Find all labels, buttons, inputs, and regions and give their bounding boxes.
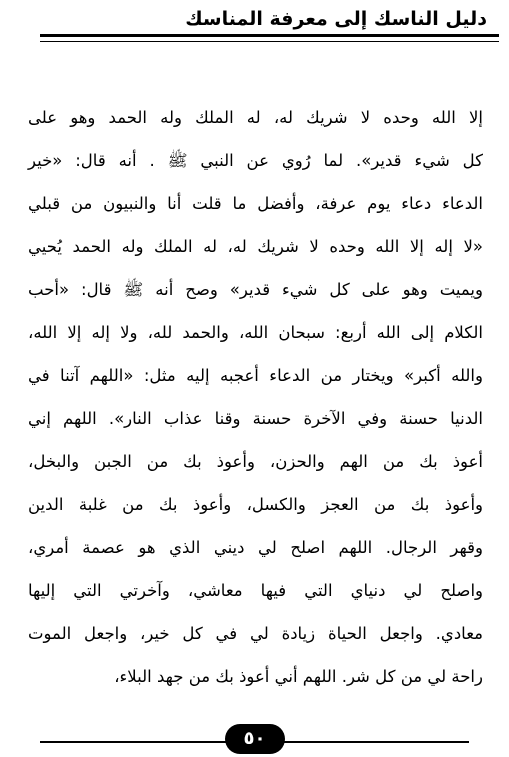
text-line: الدعاء دعاء يوم عرفة، وأفضل ما قلت أنا والنبيون من قبلي [28,194,483,213]
text-line: وأعوذ بك من العجز والكسل، وأعوذ بك من غلبة الدين [28,495,483,514]
text-line: إلا الله وحده لا شريك له، له الملك وله الحمد وهو على [28,108,483,127]
text-line: «لا إله إلا الله وحده لا شريك له، له الملك وله الحمد يُحيي [28,237,483,256]
text-line: وقهر الرجال. اللهم اصلح لي ديني الذي هو عصمة أمري، [28,538,483,557]
text-line: والله أكبر» ويختار من الدعاء أعجبه إليه مثل: «اللهم آتنا في [28,366,483,385]
page-number-badge: ٥٠ [225,724,285,754]
header-rule-thick [40,34,499,37]
text-line: أعوذ بك من الهم والحزن، وأعوذ بك من الجبن والبخل، [28,452,483,471]
text-line: معادي. واجعل الحياة زيادة لي في كل خير، واجعل الموت [28,624,483,643]
text-line: الدنيا حسنة وفي الآخرة حسنة وقنا عذاب النار». اللهم إني [28,409,483,428]
running-header-title: دليل الناسك إلى معرفة المناسك [185,8,487,30]
text-line: راحة لي من كل شر. اللهم أني أعوذ بك من جهد البلاء، [114,667,483,686]
text-line: كل شيء قدير». لما رُوي عن النبي ﷺ . أنه قال: «خير [28,151,483,170]
text-line: الكلام إلى الله أربع: سبحان الله، والحمد لله، ولا إله إلا الله، [28,323,483,342]
header-rule-thin [40,41,499,42]
text-line: ويميت وهو على كل شيء قدير» وصح أنه ﷺ قال: «أحب [28,280,483,299]
body-text [28,96,483,698]
text-line: واصلح لي دنياي التي فيها معاشي، وآخرتي التي إليها [28,581,483,600]
